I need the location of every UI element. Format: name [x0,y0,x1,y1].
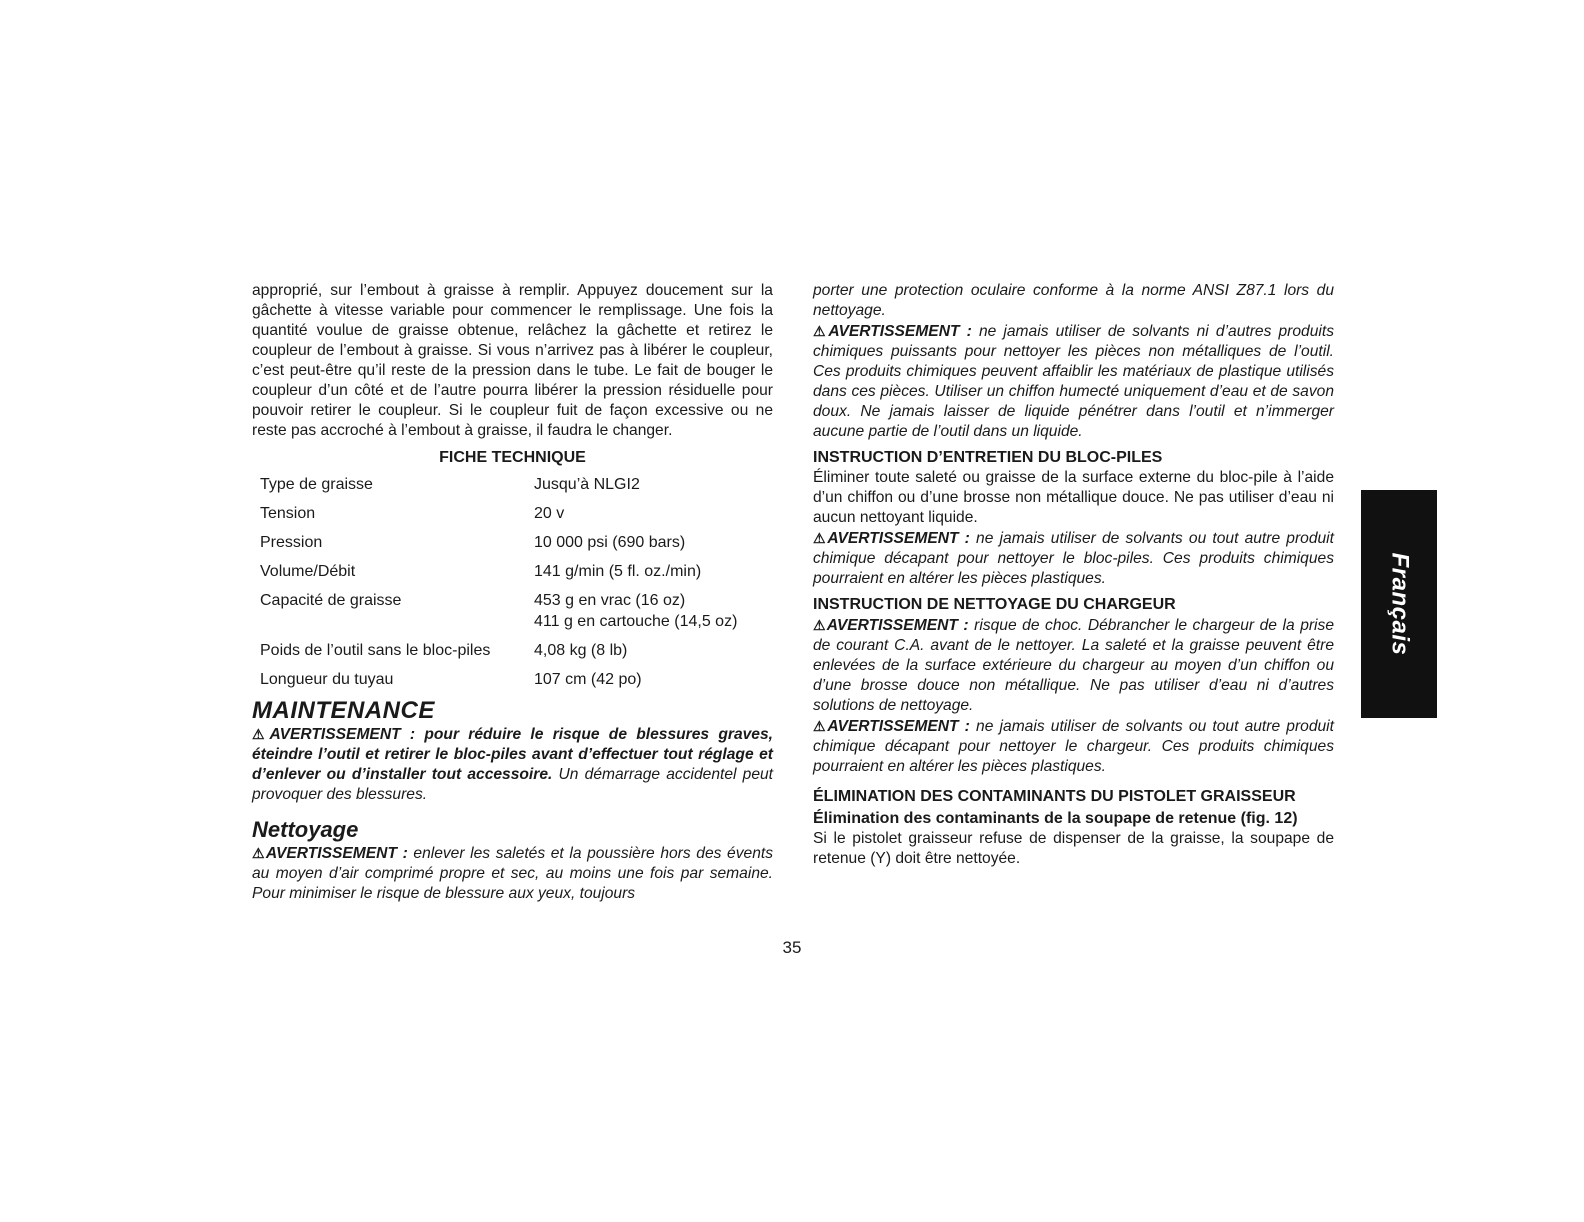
spec-row [260,472,737,501]
spec-value [534,559,737,588]
valve-heading: Élimination des contaminants de la soupape de retenue (fig. 12) [813,810,1298,827]
warning-text: risque de choc. Débrancher le chargeur de la prise de courant C.A. avant de le nettoyer. La saleté et la graisse peuvent être enlevées de la surface extérieure du chargeur au moyen d’un chiffon ou d’une brosse douce non métallique. Ne pas utiliser d’eau ni d’autres solutions de nettoyage. [813,617,1334,714]
warning-label: AVERTISSEMENT : [269,726,416,743]
warning-triangle-icon: ⚠ [813,530,828,546]
language-side-tab [1361,490,1437,718]
warning-label: AVERTISSEMENT : [828,323,972,340]
warning-text: enlever les saletés et la poussière hors des évents au moyen d’air comprimé propre et sec, au moins une fois par semaine. Pour minimiser le risque de blessure aux yeux, toujours [252,845,773,902]
spec-label: Capacité de graisse [260,592,402,609]
warning-triangle-icon: ⚠ [813,323,829,339]
language-tab-label: Français [1386,552,1413,656]
warning-text: Un démarrage accidentel peut provoquer des blessures. [252,766,773,803]
spec-label: Tension [260,505,316,522]
spec-value-line: 141 g/min (5 fl. oz./min) [534,563,702,580]
contaminants-heading: ÉLIMINATION DES CONTAMINANTS DU PISTOLET GRAISSEUR [813,788,1296,805]
battery-text: Éliminer toute saleté ou graisse de la surface externe du bloc-pile à l’aide d’un chiffon ou d’une brosse non métallique douce. Ne pas utiliser d’eau ni aucun nettoyant liquide. [813,469,1334,526]
spec-row [260,667,737,696]
spec-value-line: 10 000 psi (690 bars) [534,534,686,551]
continued-text: porter une protection oculaire conforme à la norme ANSI Z87.1 lors du nettoyage. [813,282,1334,319]
spec-value [534,638,737,667]
spec-row [260,501,737,530]
spec-row [260,530,737,559]
intro-paragraph: approprié, sur l’embout à graisse à remplir. Appuyez doucement sur la gâchette à vitesse variable pour commencer le remplissage. Une fois la quantité voulue de graisse obtenue, relâchez la gâchette et retirez le coupleur de l’embout à graisse. Si vous n’arrivez pas à libérer le coupleur, c’est peut-être qu’il reste de la pression dans le tube. Le fait de bouger le coupleur d’un côté et de l’autre pourra libérer la pression résiduelle pour pouvoir retirer le coupleur. Si le coupleur fuit de façon excessive ou ne reste pas accroché à l’embout à graisse, il faudra le changer. [252,282,773,439]
spec-value [534,588,737,638]
spec-row [260,638,737,667]
charger-heading: INSTRUCTION DE NETTOYAGE DU CHARGEUR [813,596,1176,613]
battery-heading: INSTRUCTION D’ENTRETIEN DU BLOC-PILES [813,449,1163,466]
spec-value [534,472,737,501]
maintenance-warning [252,724,773,805]
spec-label: Type de graisse [260,476,373,493]
warning-triangle-icon: ⚠ [252,845,266,861]
warning-triangle-icon: ⚠ [813,617,827,633]
left-column [252,281,773,904]
page-number: 35 [782,938,802,957]
spec-table [260,472,737,696]
warning-bold-text: pour réduire le risque de blessures graves, éteindre l’outil et retirer le bloc-piles avant d’effectuer tout réglage et d’enlever ou d’installer tout accessoire. [252,726,773,783]
cleaning-warning [252,843,773,904]
warning-text: ne jamais utiliser de solvants ou tout autre produit chimique décapant pour nettoyer le chargeur. Ces produits chimiques pourraient en altérer les pièces plastiques. [813,718,1334,775]
warning-label: AVERTISSEMENT : [827,530,970,547]
warning-label: AVERTISSEMENT : [265,845,408,862]
right-column [813,281,1334,869]
spec-value-line: 20 v [534,505,565,522]
maintenance-heading: MAINTENANCE [252,697,435,724]
spec-label: Pression [260,534,323,551]
spec-row [260,559,737,588]
cleaning-heading: Nettoyage [252,817,359,842]
battery-warning [813,528,1334,589]
spec-label: Poids de l’outil sans le bloc-piles [260,642,491,659]
spec-value [534,667,737,696]
spec-label: Longueur du tuyau [260,671,394,688]
spec-value [534,501,737,530]
charger-warning-shock [813,615,1334,716]
spec-value-line: 107 cm (42 po) [534,671,642,688]
charger-warning-solvent [813,716,1334,777]
spec-value [534,530,737,559]
warning-triangle-icon: ⚠ [813,718,828,734]
warning-label: AVERTISSEMENT : [827,718,970,735]
warning-text: ne jamais utiliser de solvants ni d’autres produits chimiques puissants pour nettoyer les pièces non métalliques de l’outil. Ces produits chimiques peuvent affaiblir les matériaux de plastique utilisés dans ces pièces. Utiliser un chiffon humecté uniquement d’eau et de savon doux. Ne jamais laisser de liquide pénétrer dans l’outil et n’immerger aucune partie de l’outil dans un liquide. [813,323,1334,440]
spec-value-line-2: 411 g en cartouche (14,5 oz) [534,613,738,630]
warning-triangle-icon: ⚠ [252,726,270,742]
warning-text: ne jamais utiliser de solvants ou tout autre produit chimique décapant pour nettoyer le bloc-piles. Ces produits chimiques pourraient en altérer les pièces plastiques. [813,530,1334,587]
spec-value-line: 453 g en vrac (16 oz) [534,592,686,609]
tool-cleaning-warning [813,321,1334,442]
warning-label: AVERTISSEMENT : [826,617,969,634]
spec-value-line: 4,08 kg (8 lb) [534,642,628,659]
spec-title: FICHE TECHNIQUE [439,449,586,466]
spec-value-line: Jusqu’à NLGI2 [534,476,640,493]
spec-label: Volume/Débit [260,563,356,580]
valve-text: Si le pistolet graisseur refuse de dispenser de la graisse, la soupape de retenue (Y) doit être nettoyée. [813,830,1334,867]
spec-row [260,588,737,638]
